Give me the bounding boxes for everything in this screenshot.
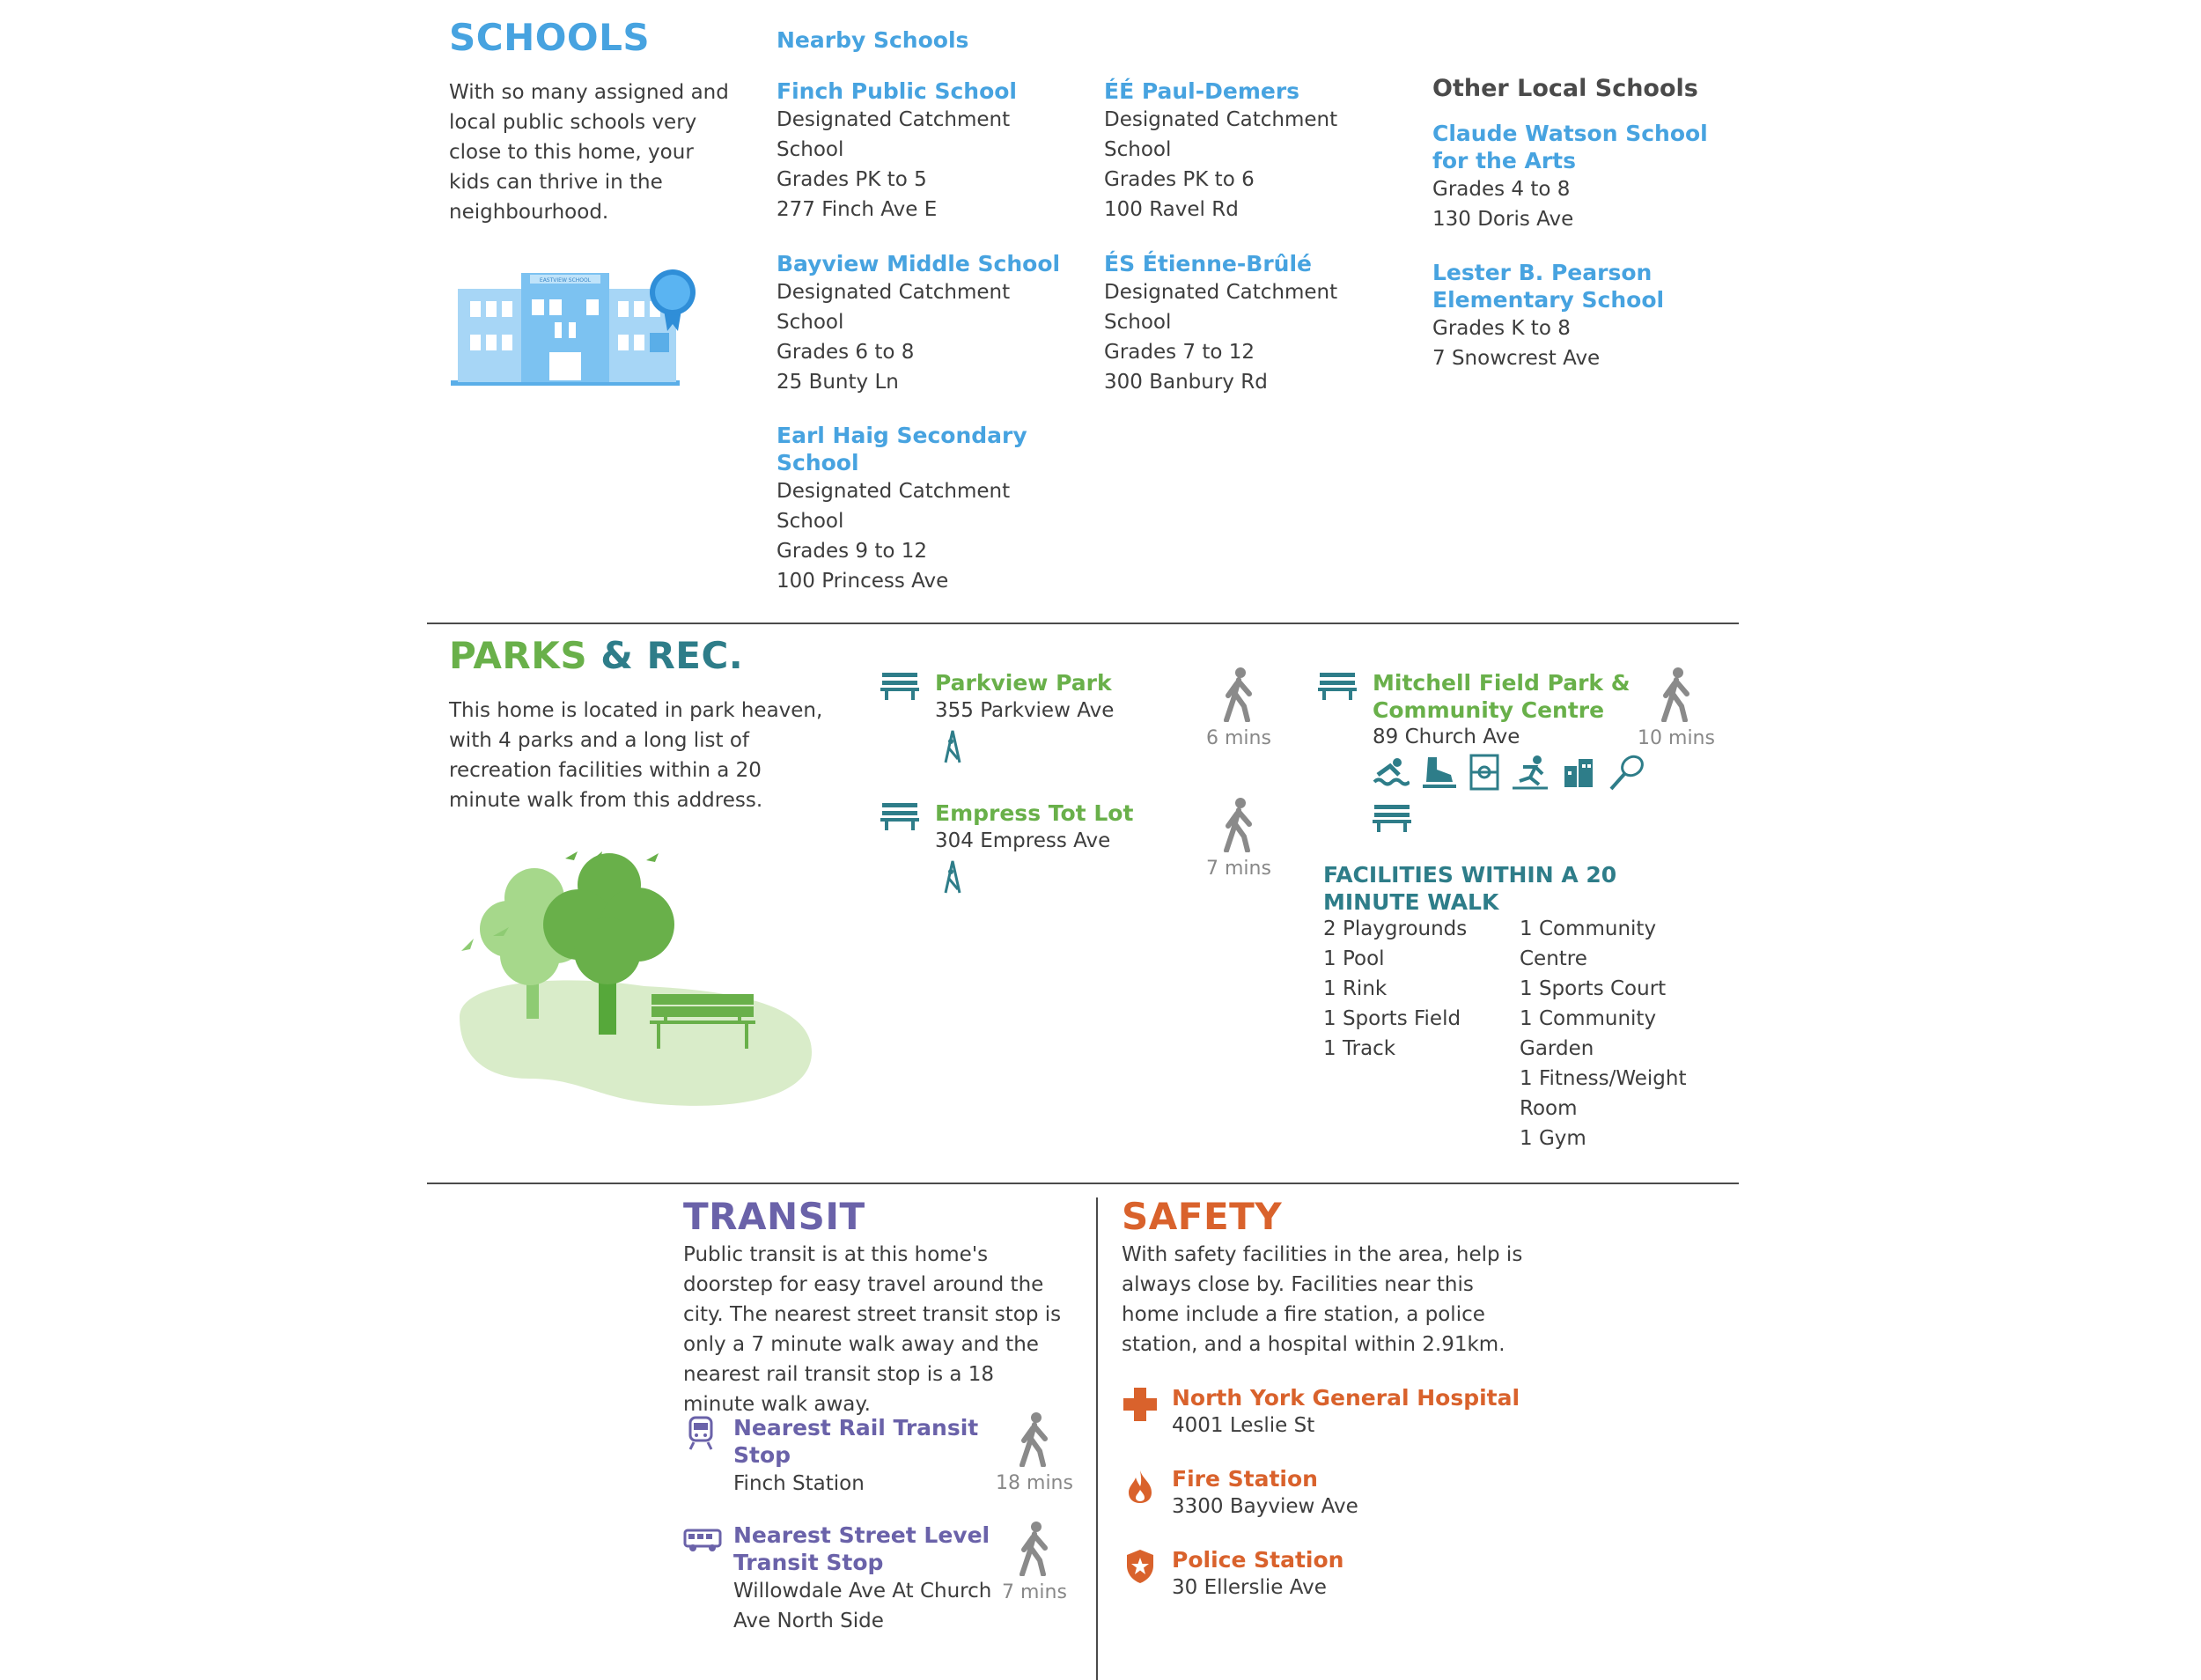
transit-title: TRANSIT [683, 1195, 865, 1238]
park-name[interactable]: Mitchell Field Park & Community Centre [1373, 670, 1631, 723]
walk-time [1634, 667, 1719, 749]
safety-intro: With safety facilities in the area, help is always close by. Facilities near this home include a fire station, a police station, and a hospital within 2.91km. [1122, 1243, 1523, 1356]
walk-time [1199, 667, 1278, 749]
facility-item: 1 Gym [1520, 1127, 1586, 1150]
school-type: Designated Catchment School [1104, 281, 1338, 334]
safety-name[interactable]: North York General Hospital [1172, 1385, 1520, 1411]
walking-person-icon [1221, 667, 1256, 722]
hospital-cross-icon [1122, 1386, 1159, 1423]
facilities-list-1 [1323, 914, 1508, 1064]
walk-time-label: 10 mins [1638, 727, 1715, 749]
school-type: Designated Catchment School [777, 108, 1011, 161]
walking-person-icon [1017, 1522, 1052, 1576]
bench-icon [1373, 803, 1411, 836]
parks-title [449, 634, 743, 677]
school-grades: Grades PK to 5 [777, 168, 927, 191]
police-badge-icon [1125, 1548, 1155, 1585]
transit-name[interactable]: Nearest Rail Transit Stop [733, 1415, 979, 1468]
school-grades: Grades PK to 6 [1104, 168, 1255, 191]
walking-person-icon [1659, 667, 1694, 722]
safety-title: SAFETY [1122, 1195, 1283, 1238]
walk-time [992, 1522, 1077, 1603]
schools-title: SCHOOLS [449, 16, 651, 59]
park-address: 89 Church Ave [1373, 726, 1520, 748]
facility-item: 1 Fitness/Weight Room [1520, 1067, 1687, 1120]
other-schools-heading: Other Local Schools [1432, 75, 1698, 102]
section-divider [427, 1183, 1739, 1184]
school-name[interactable]: Earl Haig Secondary School [777, 423, 1027, 475]
transit-intro: Public transit is at this home's doorstep for easy travel around the city. The nearest street transit stop is only a 7 minute walk away and the nearest rail transit stop is a 18 minute walk away. [683, 1243, 1062, 1416]
school-name[interactable]: Claude Watson School for the Arts [1432, 121, 1708, 173]
school-name[interactable]: Bayview Middle School [777, 251, 1061, 276]
park-illustration [451, 841, 821, 1123]
school-address: 7 Snowcrest Ave [1432, 347, 1601, 370]
facilities-list-2 [1520, 914, 1704, 1153]
school-address: 25 Bunty Ln [777, 371, 899, 394]
facility-item: 1 Sports Court [1520, 977, 1667, 1000]
facilities-heading: FACILITIES WITHIN A 20 MINUTE WALK [1323, 862, 1617, 915]
walking-person-icon [1221, 798, 1256, 852]
parks-intro: This home is located in park heaven, with 4 parks and a long list of recreation facilities within a 20 minute walk from this address. [449, 699, 823, 812]
transit-detail: Willowdale Ave At Church Ave North Side [733, 1580, 992, 1632]
walking-person-icon [1017, 1412, 1052, 1467]
school-type: Designated Catchment School [777, 480, 1011, 533]
school-address: 100 Ravel Rd [1104, 198, 1239, 221]
building-sign-text: EASTVIEW SCHOOL [539, 277, 592, 284]
facility-item: 2 Playgrounds [1323, 917, 1468, 940]
flame-icon [1127, 1469, 1153, 1504]
school-address: 130 Doris Ave [1432, 208, 1574, 231]
safety-address: 3300 Bayview Ave [1172, 1495, 1358, 1518]
school-grades: Grades 9 to 12 [777, 540, 928, 563]
park-name[interactable]: Empress Tot Lot [935, 800, 1134, 826]
walk-time-label: 7 mins [1206, 858, 1271, 880]
school-building-illustration [451, 264, 697, 387]
school-address: 277 Finch Ave E [777, 198, 938, 221]
playground-icon [939, 859, 967, 895]
school-card [777, 422, 1032, 596]
school-card [1432, 120, 1732, 234]
park-name[interactable]: Parkview Park [935, 670, 1112, 696]
sports-field-icon [1469, 754, 1499, 794]
school-grades: Grades 7 to 12 [1104, 341, 1255, 364]
school-card [1432, 259, 1688, 373]
pool-icon [1373, 755, 1410, 792]
school-card [1104, 250, 1395, 397]
school-name[interactable]: ÉÉ Paul-Demers [1104, 78, 1300, 104]
walk-time [1199, 798, 1278, 880]
walk-time [992, 1412, 1077, 1494]
school-name[interactable]: Finch Public School [777, 78, 1017, 104]
section-divider [427, 623, 1739, 624]
safety-name[interactable]: Fire Station [1172, 1466, 1318, 1492]
rink-icon [1421, 755, 1458, 792]
school-grades: Grades K to 8 [1432, 317, 1571, 340]
playground-icon [939, 729, 967, 764]
school-card [1104, 77, 1395, 225]
bench-icon [1318, 671, 1357, 701]
facility-icons [1373, 754, 1672, 836]
transit-name[interactable]: Nearest Street Level Transit Stop [733, 1522, 990, 1575]
facility-item: 1 Rink [1323, 977, 1388, 1000]
school-grades: Grades 4 to 8 [1432, 178, 1571, 201]
bench-icon [880, 671, 919, 701]
bench-icon [880, 801, 919, 831]
facility-item: 1 Pool [1323, 947, 1385, 970]
park-address: 304 Empress Ave [935, 829, 1111, 852]
school-address: 300 Banbury Rd [1104, 371, 1268, 394]
school-card [777, 250, 1076, 397]
train-icon [687, 1416, 715, 1451]
facility-item: 1 Sports Field [1323, 1007, 1461, 1030]
track-icon [1511, 755, 1550, 793]
schools-intro: With so many assigned and local public schools very close to this home, your kids can thrive in the neighbourhood. [449, 81, 729, 224]
school-type: Designated Catchment School [777, 281, 1011, 334]
school-grades: Grades 6 to 8 [777, 341, 915, 364]
school-type: Designated Catchment School [1104, 108, 1338, 161]
safety-address: 4001 Leslie St [1172, 1414, 1315, 1437]
sports-court-icon [1608, 754, 1646, 794]
school-name[interactable]: Lester B. Pearson Elementary School [1432, 260, 1665, 313]
safety-name[interactable]: Police Station [1172, 1547, 1344, 1573]
nearby-schools-heading: Nearby Schools [777, 27, 969, 53]
column-divider [1096, 1197, 1098, 1680]
safety-address: 30 Ellerslie Ave [1172, 1576, 1327, 1599]
school-name[interactable]: ÉS Étienne-Brûlé [1104, 251, 1312, 276]
walk-time-label: 18 mins [996, 1472, 1073, 1494]
walk-time-label: 6 mins [1206, 727, 1271, 749]
parks-title-amp: & [587, 634, 647, 677]
bus-icon [683, 1529, 722, 1553]
parks-title-parks: PARKS [449, 634, 588, 677]
facility-item: 1 Community Garden [1520, 1007, 1657, 1060]
transit-detail: Finch Station [733, 1472, 865, 1495]
school-address: 100 Princess Ave [777, 570, 949, 593]
school-card [777, 77, 1076, 225]
parks-title-rec: REC. [646, 634, 744, 677]
community-centre-icon [1561, 755, 1596, 792]
facility-item: 1 Track [1323, 1037, 1396, 1060]
walk-time-label: 7 mins [1002, 1581, 1067, 1603]
facility-item: 1 Community Centre [1520, 917, 1657, 970]
park-address: 355 Parkview Ave [935, 699, 1115, 722]
